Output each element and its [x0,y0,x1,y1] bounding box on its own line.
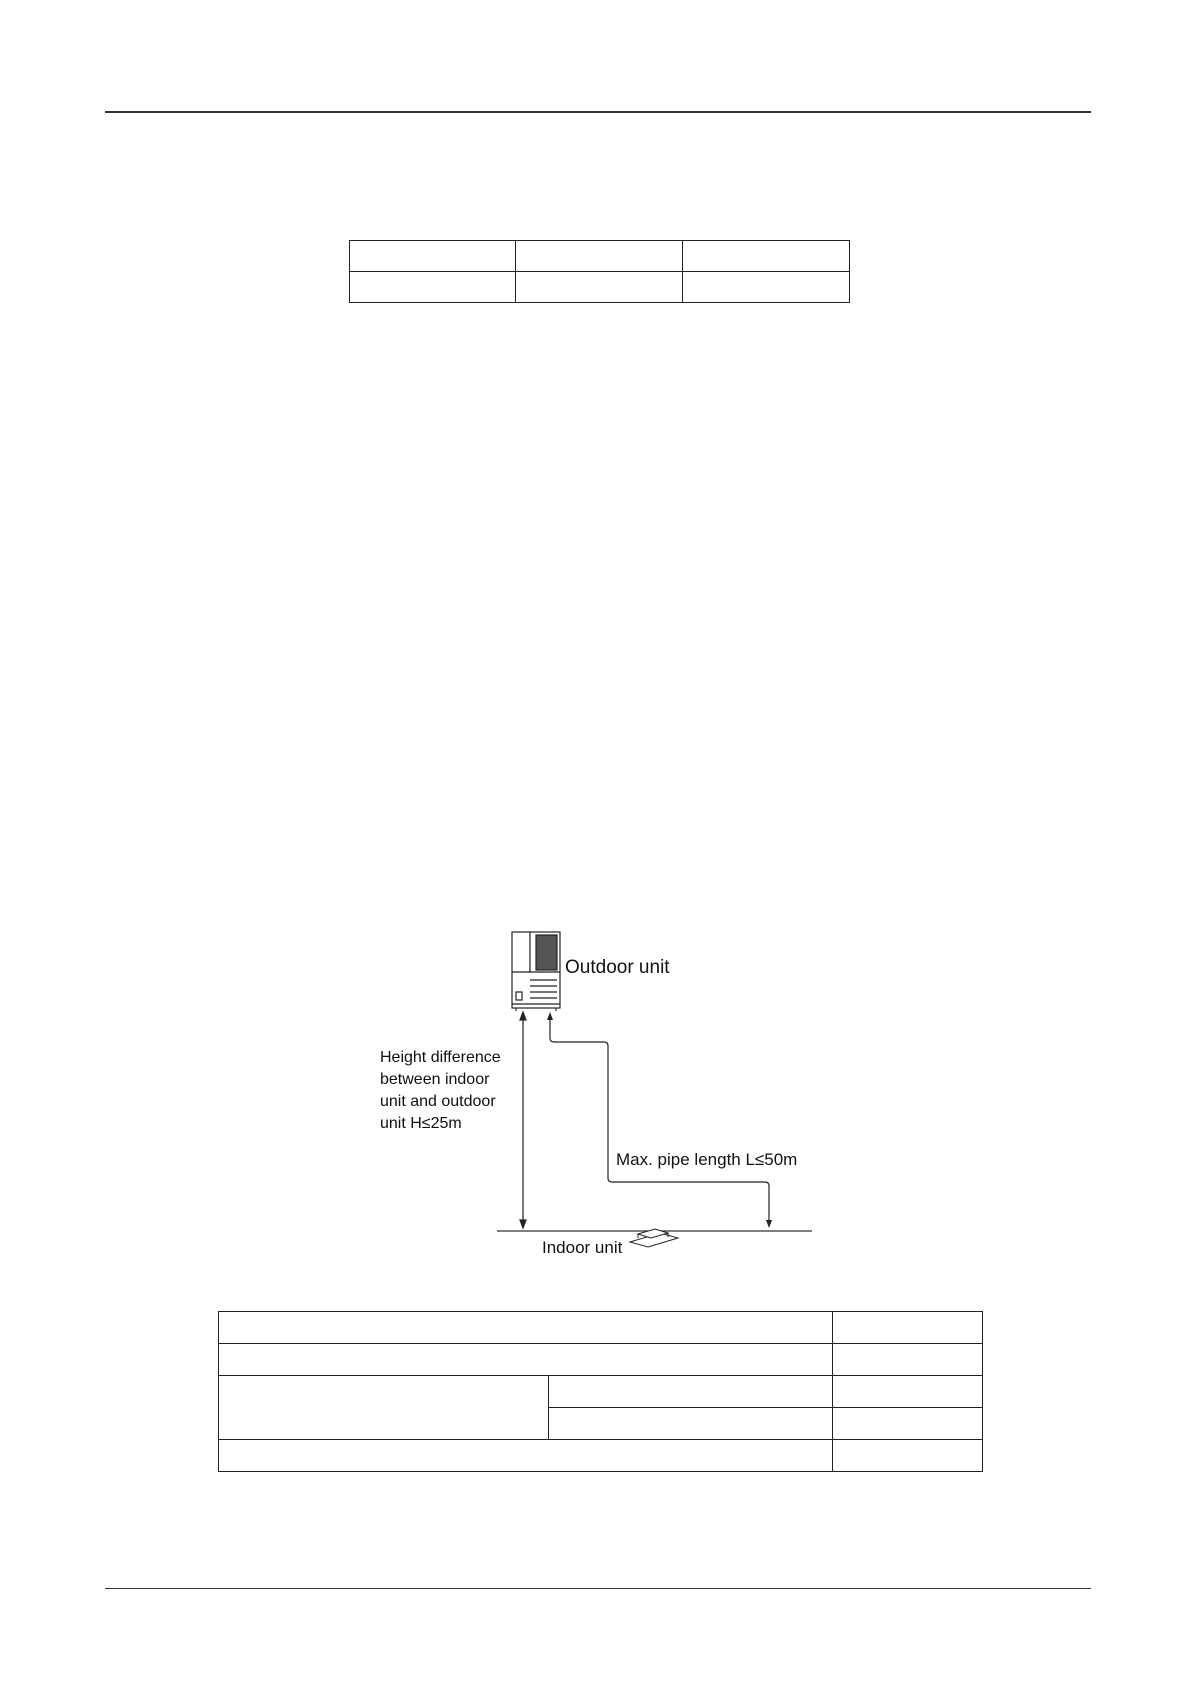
table-cell [350,272,516,303]
table-cell [516,272,683,303]
pipe-length-label: Max. pipe length L≤50m [616,1150,798,1169]
table-row [219,1440,983,1472]
table-row [219,1312,983,1344]
table-cell [683,241,850,272]
table-cell [833,1312,983,1344]
table-cell [549,1376,833,1408]
top-table [349,240,850,303]
table-cell [219,1312,833,1344]
height-label [380,1049,505,1132]
height-label-line: Height difference [380,1049,501,1066]
installation-diagram [360,920,820,1260]
table-cell [833,1408,983,1440]
table-row [219,1376,983,1408]
table-cell [833,1376,983,1408]
table-cell [219,1344,833,1376]
bottom-table [218,1311,983,1472]
table-cell [350,241,516,272]
table-row [219,1344,983,1376]
outdoor-unit-icon [512,932,560,1011]
footer-rule [105,1588,1091,1589]
pipe-arrow-up [547,1012,553,1020]
table-cell [833,1344,983,1376]
height-arrow [520,1012,526,1228]
table-cell [833,1440,983,1472]
table-row [350,272,850,303]
height-label-line: unit H≤25m [380,1115,462,1132]
table-cell [516,241,683,272]
height-label-line: unit and outdoor [380,1093,496,1110]
height-label-line: between indoor [380,1071,490,1088]
table-cell [683,272,850,303]
table-row [350,241,850,272]
indoor-unit-label: Indoor unit [542,1238,623,1257]
indoor-unit-icon [630,1229,678,1247]
table-cell [219,1376,549,1440]
pipe-arrow-down [766,1220,772,1228]
outdoor-unit-label: Outdoor unit [565,957,670,978]
table-cell [219,1440,833,1472]
pipe-route [550,1018,769,1222]
header-rule [105,111,1091,113]
table-cell [549,1408,833,1440]
